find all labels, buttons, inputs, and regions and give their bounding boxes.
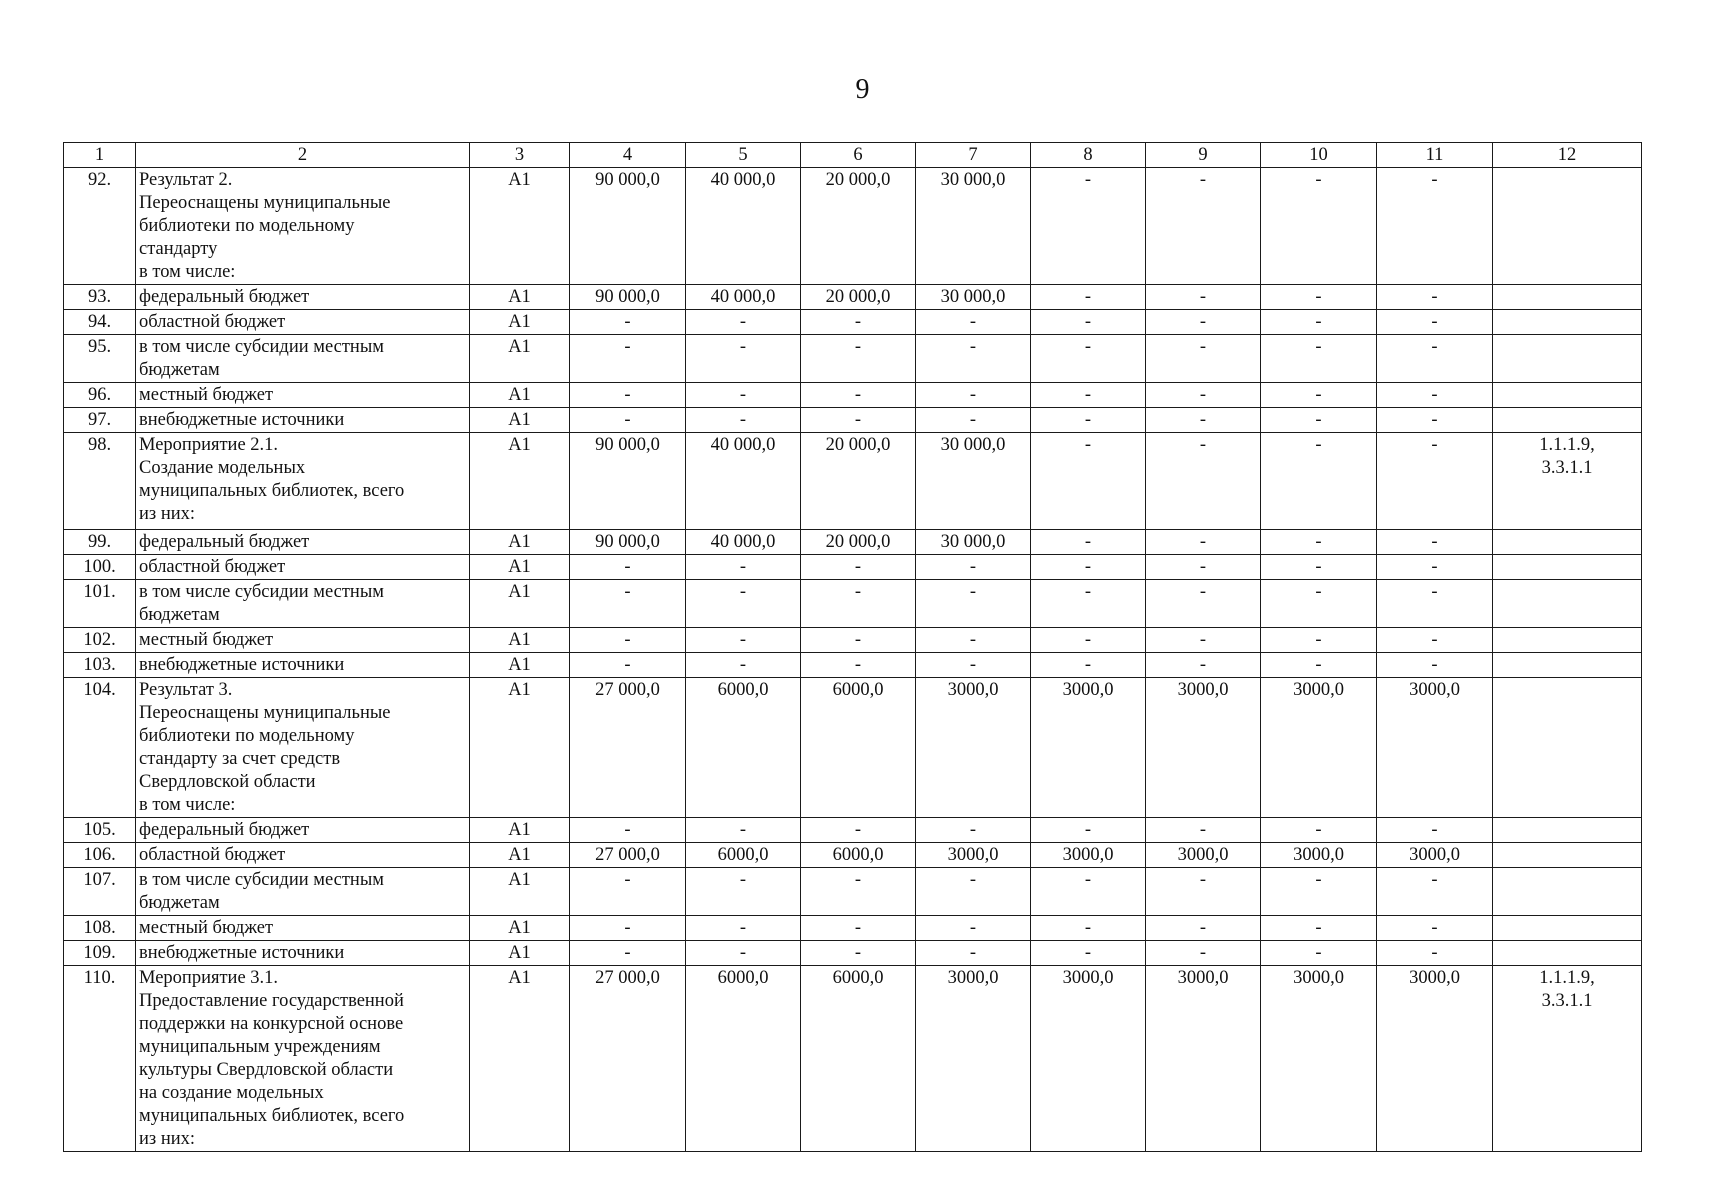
row-code: А1 <box>470 433 570 530</box>
budget-table <box>63 142 1642 1152</box>
row-value: - <box>686 868 801 916</box>
row-value: - <box>570 408 686 433</box>
row-value: 3000,0 <box>1261 678 1377 818</box>
row-value: - <box>801 653 916 678</box>
row-name: федеральный бюджет <box>136 818 470 843</box>
row-value: - <box>686 818 801 843</box>
row-value: - <box>686 653 801 678</box>
row-value: - <box>801 310 916 335</box>
table-row <box>64 335 1642 383</box>
row-value: - <box>801 408 916 433</box>
row-value: - <box>1377 285 1493 310</box>
row-value: 40 000,0 <box>686 530 801 555</box>
row-value: - <box>1261 580 1377 628</box>
row-value: - <box>1261 818 1377 843</box>
row-value: - <box>1261 310 1377 335</box>
row-number: 99. <box>64 530 136 555</box>
row-value: - <box>570 653 686 678</box>
row-value: - <box>1261 628 1377 653</box>
row-number: 100. <box>64 555 136 580</box>
row-value: - <box>1031 818 1146 843</box>
row-value: - <box>1261 916 1377 941</box>
row-value: - <box>916 383 1031 408</box>
row-value: - <box>1031 555 1146 580</box>
row-code: А1 <box>470 941 570 966</box>
row-number: 92. <box>64 168 136 285</box>
row-value: - <box>1261 555 1377 580</box>
row-number: 95. <box>64 335 136 383</box>
row-value: - <box>916 580 1031 628</box>
row-value: - <box>916 941 1031 966</box>
row-target-ref: 1.1.1.9, 3.3.1.1 <box>1493 433 1642 530</box>
row-target-ref <box>1493 285 1642 310</box>
row-value: - <box>686 383 801 408</box>
row-value: - <box>686 580 801 628</box>
row-value: - <box>916 628 1031 653</box>
row-code: А1 <box>470 335 570 383</box>
row-value: - <box>801 628 916 653</box>
table-row <box>64 868 1642 916</box>
row-value: - <box>570 310 686 335</box>
row-value: - <box>916 653 1031 678</box>
row-value: - <box>1377 580 1493 628</box>
row-code: А1 <box>470 628 570 653</box>
column-header: 1 <box>64 143 136 168</box>
row-value: - <box>801 383 916 408</box>
row-value: 3000,0 <box>1377 678 1493 818</box>
row-target-ref <box>1493 335 1642 383</box>
row-value: 30 000,0 <box>916 168 1031 285</box>
row-value: - <box>1261 868 1377 916</box>
row-value: - <box>1377 335 1493 383</box>
row-value: - <box>1146 408 1261 433</box>
table-row <box>64 818 1642 843</box>
row-code: А1 <box>470 580 570 628</box>
row-value: - <box>916 868 1031 916</box>
row-value: 3000,0 <box>1031 966 1146 1152</box>
table-row <box>64 285 1642 310</box>
row-value: - <box>1031 168 1146 285</box>
row-number: 109. <box>64 941 136 966</box>
column-header: 5 <box>686 143 801 168</box>
row-value: - <box>1377 530 1493 555</box>
row-code: А1 <box>470 843 570 868</box>
row-name: Мероприятие 3.1. Предоставление государственной поддержки на конкурсной основе муниципальным учреждениям культуры Свердловской области на создание модельных муниципальных библиотек, всего из них: <box>136 966 470 1152</box>
row-value: - <box>916 310 1031 335</box>
row-number: 104. <box>64 678 136 818</box>
row-value: 3000,0 <box>916 966 1031 1152</box>
row-value: - <box>1031 653 1146 678</box>
row-name: федеральный бюджет <box>136 530 470 555</box>
row-value: 90 000,0 <box>570 285 686 310</box>
row-value: 30 000,0 <box>916 433 1031 530</box>
row-target-ref <box>1493 916 1642 941</box>
row-value: - <box>1261 530 1377 555</box>
row-value: 20 000,0 <box>801 530 916 555</box>
row-value: - <box>1031 335 1146 383</box>
row-value: - <box>686 555 801 580</box>
row-value: - <box>916 408 1031 433</box>
row-name: в том числе субсидии местным бюджетам <box>136 580 470 628</box>
row-value: - <box>1377 168 1493 285</box>
row-value: - <box>801 868 916 916</box>
table-row <box>64 941 1642 966</box>
row-name: местный бюджет <box>136 916 470 941</box>
row-name: Результат 3. Переоснащены муниципальные библиотеки по модельному стандарту за счет средств Свердловской области в том числе: <box>136 678 470 818</box>
row-value: - <box>686 310 801 335</box>
row-number: 108. <box>64 916 136 941</box>
row-name: в том числе субсидии местным бюджетам <box>136 868 470 916</box>
row-value: 3000,0 <box>1146 966 1261 1152</box>
table-row <box>64 843 1642 868</box>
row-value: - <box>1031 916 1146 941</box>
row-target-ref <box>1493 580 1642 628</box>
table-row <box>64 530 1642 555</box>
row-name: местный бюджет <box>136 628 470 653</box>
row-value: - <box>1146 383 1261 408</box>
row-code: А1 <box>470 408 570 433</box>
row-value: - <box>570 916 686 941</box>
row-name: местный бюджет <box>136 383 470 408</box>
row-target-ref <box>1493 310 1642 335</box>
row-value: 27 000,0 <box>570 843 686 868</box>
table-row <box>64 555 1642 580</box>
row-code: А1 <box>470 966 570 1152</box>
table-row <box>64 310 1642 335</box>
row-value: 30 000,0 <box>916 285 1031 310</box>
row-value: - <box>686 408 801 433</box>
table-body <box>64 168 1642 1152</box>
row-name: областной бюджет <box>136 843 470 868</box>
table-row <box>64 168 1642 285</box>
row-value: - <box>1377 555 1493 580</box>
row-number: 98. <box>64 433 136 530</box>
row-value: 6000,0 <box>801 678 916 818</box>
row-value: - <box>1377 916 1493 941</box>
row-target-ref <box>1493 653 1642 678</box>
row-code: А1 <box>470 383 570 408</box>
row-value: - <box>1031 580 1146 628</box>
row-value: - <box>801 941 916 966</box>
row-code: А1 <box>470 555 570 580</box>
row-value: - <box>1377 433 1493 530</box>
row-value: - <box>1146 168 1261 285</box>
row-value: - <box>1146 580 1261 628</box>
row-code: А1 <box>470 310 570 335</box>
table-row <box>64 628 1642 653</box>
row-value: 6000,0 <box>801 966 916 1152</box>
row-name: внебюджетные источники <box>136 941 470 966</box>
row-number: 97. <box>64 408 136 433</box>
table-row <box>64 653 1642 678</box>
row-value: - <box>686 628 801 653</box>
column-header: 12 <box>1493 143 1642 168</box>
column-header: 11 <box>1377 143 1493 168</box>
row-target-ref <box>1493 408 1642 433</box>
row-value: - <box>1261 653 1377 678</box>
row-value: 20 000,0 <box>801 433 916 530</box>
column-header: 7 <box>916 143 1031 168</box>
row-value: - <box>570 868 686 916</box>
row-name: федеральный бюджет <box>136 285 470 310</box>
row-number: 105. <box>64 818 136 843</box>
row-value: 40 000,0 <box>686 168 801 285</box>
row-target-ref <box>1493 530 1642 555</box>
row-value: - <box>570 383 686 408</box>
row-value: - <box>1377 628 1493 653</box>
row-number: 110. <box>64 966 136 1152</box>
page-number: 9 <box>855 74 870 105</box>
row-value: - <box>1377 408 1493 433</box>
row-value: - <box>1261 383 1377 408</box>
row-value: 3000,0 <box>1261 843 1377 868</box>
row-value: 3000,0 <box>1146 843 1261 868</box>
row-value: - <box>1031 628 1146 653</box>
row-code: А1 <box>470 530 570 555</box>
row-value: 90 000,0 <box>570 530 686 555</box>
row-value: - <box>801 580 916 628</box>
row-value: 20 000,0 <box>801 285 916 310</box>
row-value: 90 000,0 <box>570 433 686 530</box>
row-value: - <box>1261 335 1377 383</box>
row-value: 40 000,0 <box>686 433 801 530</box>
row-value: 3000,0 <box>1261 966 1377 1152</box>
row-value: 3000,0 <box>1031 843 1146 868</box>
row-value: - <box>1031 383 1146 408</box>
row-value: 3000,0 <box>916 843 1031 868</box>
row-value: - <box>1377 310 1493 335</box>
table-row <box>64 580 1642 628</box>
column-header-row <box>64 143 1642 168</box>
row-value: 6000,0 <box>686 966 801 1152</box>
row-value: - <box>1146 916 1261 941</box>
row-value: 40 000,0 <box>686 285 801 310</box>
row-value: 90 000,0 <box>570 168 686 285</box>
row-value: - <box>801 555 916 580</box>
row-value: - <box>1377 653 1493 678</box>
row-code: А1 <box>470 818 570 843</box>
row-number: 93. <box>64 285 136 310</box>
row-value: - <box>1031 408 1146 433</box>
row-value: 3000,0 <box>1146 678 1261 818</box>
row-code: А1 <box>470 868 570 916</box>
row-value: - <box>1261 408 1377 433</box>
row-code: А1 <box>470 168 570 285</box>
row-value: 3000,0 <box>1377 966 1493 1152</box>
row-target-ref <box>1493 383 1642 408</box>
row-target-ref <box>1493 941 1642 966</box>
row-value: - <box>1261 433 1377 530</box>
row-value: - <box>1261 285 1377 310</box>
row-name: областной бюджет <box>136 310 470 335</box>
column-header: 4 <box>570 143 686 168</box>
row-value: - <box>1031 941 1146 966</box>
column-header: 2 <box>136 143 470 168</box>
column-header: 9 <box>1146 143 1261 168</box>
row-value: - <box>1031 868 1146 916</box>
row-value: 3000,0 <box>916 678 1031 818</box>
row-value: - <box>1146 530 1261 555</box>
row-value: - <box>916 916 1031 941</box>
row-value: - <box>686 916 801 941</box>
row-value: - <box>916 335 1031 383</box>
table-row <box>64 383 1642 408</box>
row-value: - <box>570 818 686 843</box>
row-number: 103. <box>64 653 136 678</box>
row-value: - <box>801 335 916 383</box>
row-value: - <box>570 555 686 580</box>
row-value: 27 000,0 <box>570 966 686 1152</box>
row-value: - <box>570 335 686 383</box>
column-header: 10 <box>1261 143 1377 168</box>
row-value: - <box>1031 433 1146 530</box>
row-value: - <box>1146 555 1261 580</box>
row-number: 101. <box>64 580 136 628</box>
row-value: - <box>686 941 801 966</box>
row-value: - <box>1146 285 1261 310</box>
row-value: - <box>801 916 916 941</box>
row-value: - <box>1031 530 1146 555</box>
table-row <box>64 966 1642 1152</box>
row-value: - <box>1031 310 1146 335</box>
row-value: - <box>1146 628 1261 653</box>
row-value: 6000,0 <box>686 678 801 818</box>
row-value: - <box>801 818 916 843</box>
row-value: 30 000,0 <box>916 530 1031 555</box>
row-code: А1 <box>470 678 570 818</box>
row-target-ref <box>1493 555 1642 580</box>
column-header: 3 <box>470 143 570 168</box>
row-name: в том числе субсидии местным бюджетам <box>136 335 470 383</box>
row-value: - <box>1377 868 1493 916</box>
row-value: - <box>1146 868 1261 916</box>
row-code: А1 <box>470 916 570 941</box>
table-row <box>64 678 1642 818</box>
row-name: Результат 2. Переоснащены муниципальные библиотеки по модельному стандарту в том числе: <box>136 168 470 285</box>
table-row <box>64 433 1642 530</box>
row-target-ref <box>1493 168 1642 285</box>
row-number: 107. <box>64 868 136 916</box>
row-target-ref <box>1493 818 1642 843</box>
row-value: - <box>1377 941 1493 966</box>
row-name: Мероприятие 2.1. Создание модельных муниципальных библиотек, всего из них: <box>136 433 470 530</box>
row-value: - <box>1377 818 1493 843</box>
row-value: - <box>1031 285 1146 310</box>
row-value: 6000,0 <box>686 843 801 868</box>
row-value: - <box>1261 941 1377 966</box>
column-header: 6 <box>801 143 916 168</box>
row-value: - <box>1146 941 1261 966</box>
row-number: 94. <box>64 310 136 335</box>
row-target-ref <box>1493 868 1642 916</box>
row-value: - <box>686 335 801 383</box>
row-value: - <box>1146 653 1261 678</box>
row-target-ref <box>1493 628 1642 653</box>
row-value: - <box>916 555 1031 580</box>
row-value: - <box>570 941 686 966</box>
row-name: областной бюджет <box>136 555 470 580</box>
row-value: 3000,0 <box>1377 843 1493 868</box>
row-value: - <box>1261 168 1377 285</box>
row-value: - <box>1146 310 1261 335</box>
row-target-ref: 1.1.1.9, 3.3.1.1 <box>1493 966 1642 1152</box>
table-row <box>64 916 1642 941</box>
row-value: 6000,0 <box>801 843 916 868</box>
row-name: внебюджетные источники <box>136 653 470 678</box>
row-name: внебюджетные источники <box>136 408 470 433</box>
row-value: - <box>1146 433 1261 530</box>
row-value: - <box>570 580 686 628</box>
row-target-ref <box>1493 843 1642 868</box>
row-value: - <box>916 818 1031 843</box>
row-code: А1 <box>470 653 570 678</box>
row-number: 102. <box>64 628 136 653</box>
row-value: - <box>1146 818 1261 843</box>
row-number: 96. <box>64 383 136 408</box>
row-value: - <box>570 628 686 653</box>
row-code: А1 <box>470 285 570 310</box>
row-value: - <box>1146 335 1261 383</box>
column-header: 8 <box>1031 143 1146 168</box>
row-target-ref <box>1493 678 1642 818</box>
row-value: 20 000,0 <box>801 168 916 285</box>
row-value: 27 000,0 <box>570 678 686 818</box>
table-row <box>64 408 1642 433</box>
row-number: 106. <box>64 843 136 868</box>
row-value: - <box>1377 383 1493 408</box>
row-value: 3000,0 <box>1031 678 1146 818</box>
